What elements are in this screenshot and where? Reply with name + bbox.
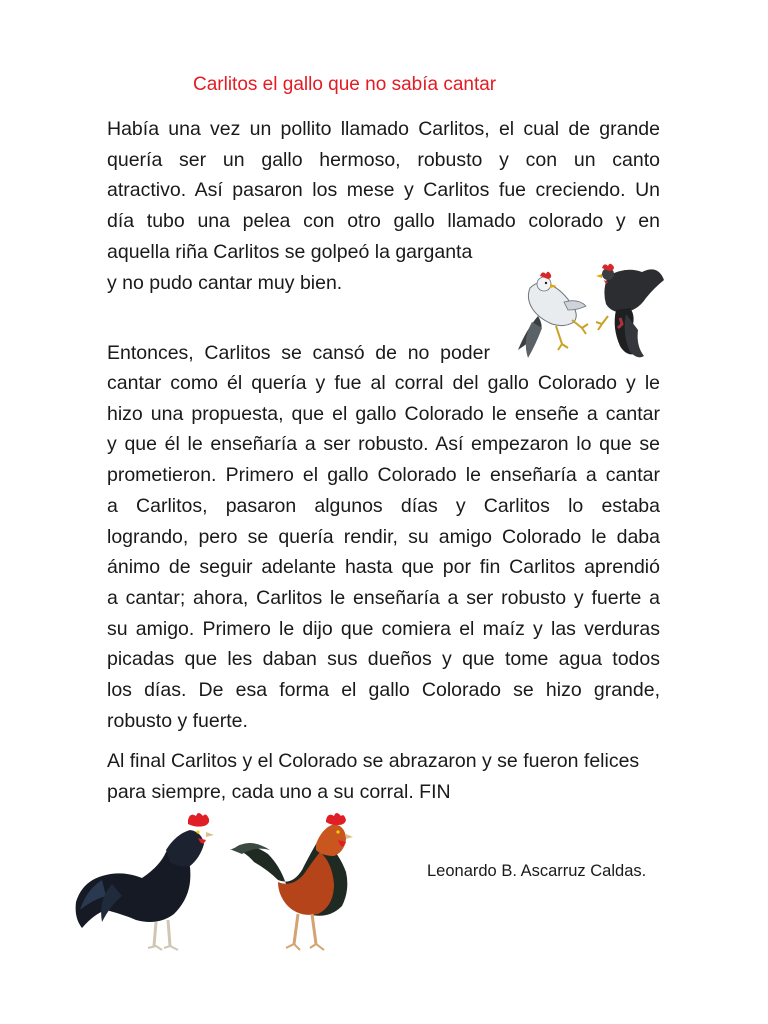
paragraph-line: y no pudo cantar muy bien.	[107, 272, 343, 294]
paragraph-line: logrando, pero se quería rendir, su amigo Colorado le daba	[107, 525, 660, 548]
paragraph-line: para siempre, cada uno a su corral. FIN	[107, 780, 451, 803]
paragraph-line: Había una vez un pollito llamado Carlitos, el cual de grande	[107, 118, 660, 140]
author-signature: Leonardo B. Ascarruz Caldas.	[427, 862, 647, 880]
paragraph-line: día tubo una pelea con otro gallo llamado colorado y en	[107, 210, 660, 233]
paragraph-1	[107, 114, 660, 237]
paragraph-line: Entonces, Carlitos se cansó de no poder	[107, 342, 490, 364]
paragraph-line: ánimo de seguir adelante hasta que por fin Carlitos aprendió	[107, 556, 660, 579]
story-title: Carlitos el gallo que no sabía cantar	[193, 74, 497, 95]
paragraph-line: aquella riña Carlitos se golpeó la garganta	[107, 241, 473, 263]
paragraph-line: atractivo. Así pasaron los mese y Carlitos fue creciendo. Un	[107, 179, 660, 202]
paragraph-3	[107, 746, 660, 807]
two-roosters-illustration	[72, 810, 357, 960]
paragraph-2	[107, 368, 660, 736]
paragraph-line: quería ser un gallo hermoso, robusto y con un canto	[107, 148, 660, 171]
paragraph-line: y que él le enseñaría a ser robusto. Así empezaron lo que se	[107, 433, 660, 456]
paragraph-line: prometieron. Primero el gallo Colorado le enseñaría a cantar	[107, 464, 660, 487]
paragraph-line: picadas que les daban sus dueños y que tome agua todos	[107, 648, 660, 671]
paragraph-line: cantar como él quería y fue al corral del gallo Colorado y le	[107, 372, 660, 394]
paragraph-line: su amigo. Primero le dijo que comiera el maíz y las verduras	[107, 617, 660, 640]
black-rooster-image	[76, 813, 214, 950]
black-rooster-image	[596, 264, 664, 358]
paragraph-line: Al final Carlitos y el Colorado se abrazaron y se fueron felices	[107, 750, 640, 772]
red-rooster-image	[230, 813, 353, 950]
white-rooster-image	[518, 272, 588, 358]
paragraph-line: los días. De esa forma el gallo Colorado se hizo grande,	[107, 679, 660, 702]
paragraph-1-line-5	[107, 237, 502, 268]
paragraph-2-first-line	[107, 338, 490, 369]
paragraph-line: a Carlitos, pasaron algunos días y Carlitos lo estaba	[107, 494, 660, 517]
paragraph-line: hizo una propuesta, que el gallo Colorado le enseñe a cantar	[107, 402, 660, 425]
paragraph-line: a cantar; ahora, Carlitos le enseñaría a ser robusto y fuerte a	[107, 586, 660, 609]
paragraph-line: robusto y fuerte.	[107, 709, 248, 732]
fighting-roosters-illustration	[508, 258, 666, 364]
